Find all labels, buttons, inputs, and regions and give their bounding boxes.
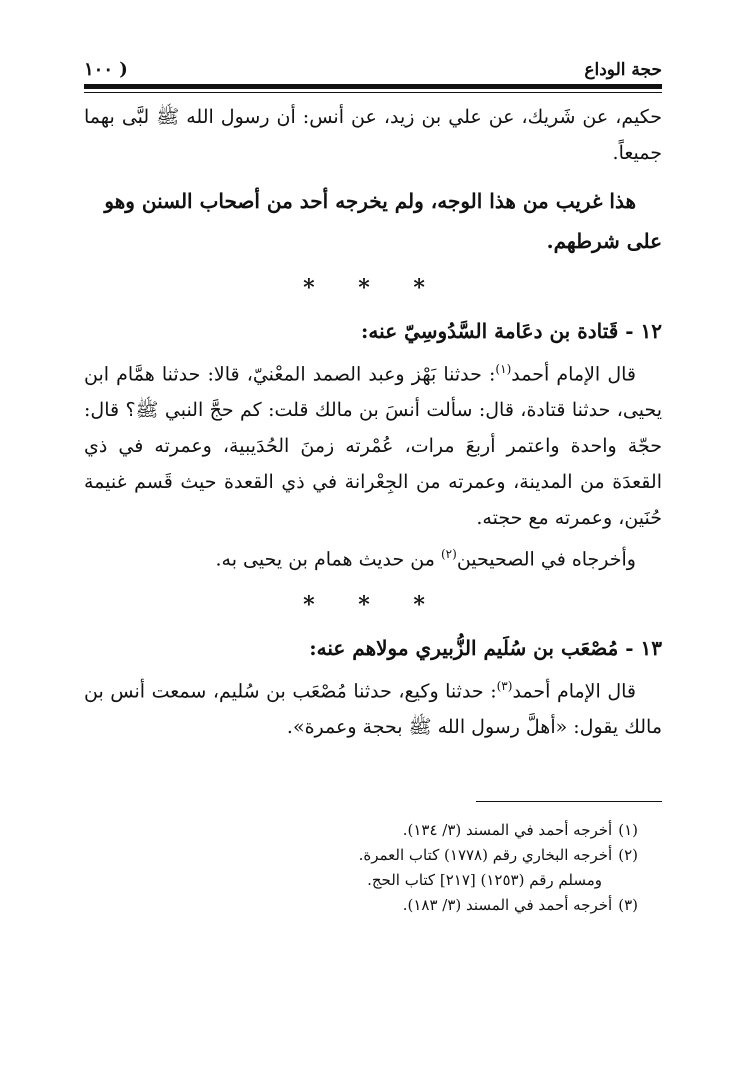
- footnote-mark: (٢): [618, 845, 638, 864]
- hadith-text: قال الإمام أحمد: [512, 679, 636, 702]
- footnote-ref-1[interactable]: (١): [495, 362, 512, 376]
- footnote-text: أخرجه البخاري رقم (١٧٧٨) كتاب العمرة.: [358, 845, 613, 864]
- footnote-1: [84, 818, 638, 843]
- footnote-text: أخرجه أحمد في المسند (٣/ ١٣٤).: [402, 820, 613, 839]
- takhrij-text: من حديث همام بن يحيى به.: [215, 548, 441, 571]
- footnote-ref-3[interactable]: (٣): [496, 678, 513, 693]
- hadith-paragraph-12: [84, 351, 662, 536]
- footnote-separator: [476, 801, 662, 802]
- footnote-mark: (٣): [618, 895, 638, 914]
- footnote-mark: (١): [618, 820, 638, 839]
- page-number: ( ١٠٠: [84, 59, 128, 80]
- footnotes: [84, 818, 662, 918]
- section-separator: * * *: [303, 591, 443, 618]
- footnote-3: [84, 893, 638, 918]
- hadith-text: : حدثنا بَهْز وعبد الصمد المعْنيّ، قالا: حدثنا همَّام ابن يحيى، حدثنا قتادة، قال: سألت أنسَ بن مالك قلت: كم حجَّ النبي ﷺ؟ قال: حجّة واحدة واعتمر أربعَ مرات، عُمْرته زمنَ الحُدَيبية، وعمرته في ذي القعدَة من المدينة، وعمرته من الجِعْرانة في ذي القعدة حيث قَسم غنيمة حُنَين، وعمرته مع حجته.: [84, 363, 662, 530]
- hadith-text: قال الإمام أحمد: [511, 363, 636, 386]
- header-rule-thick: [84, 84, 662, 89]
- footnote-ref-2[interactable]: (٢): [440, 547, 457, 562]
- hadith-paragraph-13: [84, 668, 662, 745]
- section-heading-12: ١٢ - قَتادة بن دعَامة السَّدُوسِيّ عنه:: [361, 319, 662, 343]
- paragraph-continuation: حكيم، عن شَريك، عن علي بن زيد، عن أنس: أن رسول الله ﷺ لبَّى بهما جميعاً.: [84, 106, 662, 164]
- hadith-text: : حدثنا وكيع، حدثنا مُصْعَب بن سُليم، سمعت أنس بن مالك يقول: «أهلَّ رسول الله ﷺ بحجة وعمرة».: [84, 679, 662, 738]
- running-header: [84, 40, 662, 80]
- takhrij-paragraph: [84, 536, 662, 577]
- footnote-text: أخرجه أحمد في المسند (٣/ ١٨٣).: [402, 895, 613, 914]
- footnote-2: [84, 843, 638, 868]
- section-separator: * * *: [303, 275, 443, 301]
- commentary-paragraph: هذا غريب من هذا الوجه، ولم يخرجه أحد من أصحاب السنن وهو على شرطهم.: [104, 189, 662, 253]
- section-heading-13: ١٣ - مُصْعَب بن سُلَيم الزُّبيري مولاهم عنه:: [309, 635, 662, 660]
- book-page: [84, 40, 662, 918]
- running-title: حجة الوداع: [584, 60, 662, 80]
- footnote-2-continuation: ومسلم رقم (١٢٥٣) [٢١٧] كتاب الحج.: [367, 870, 602, 889]
- takhrij-text: وأخرجاه في الصحيحين: [456, 548, 636, 571]
